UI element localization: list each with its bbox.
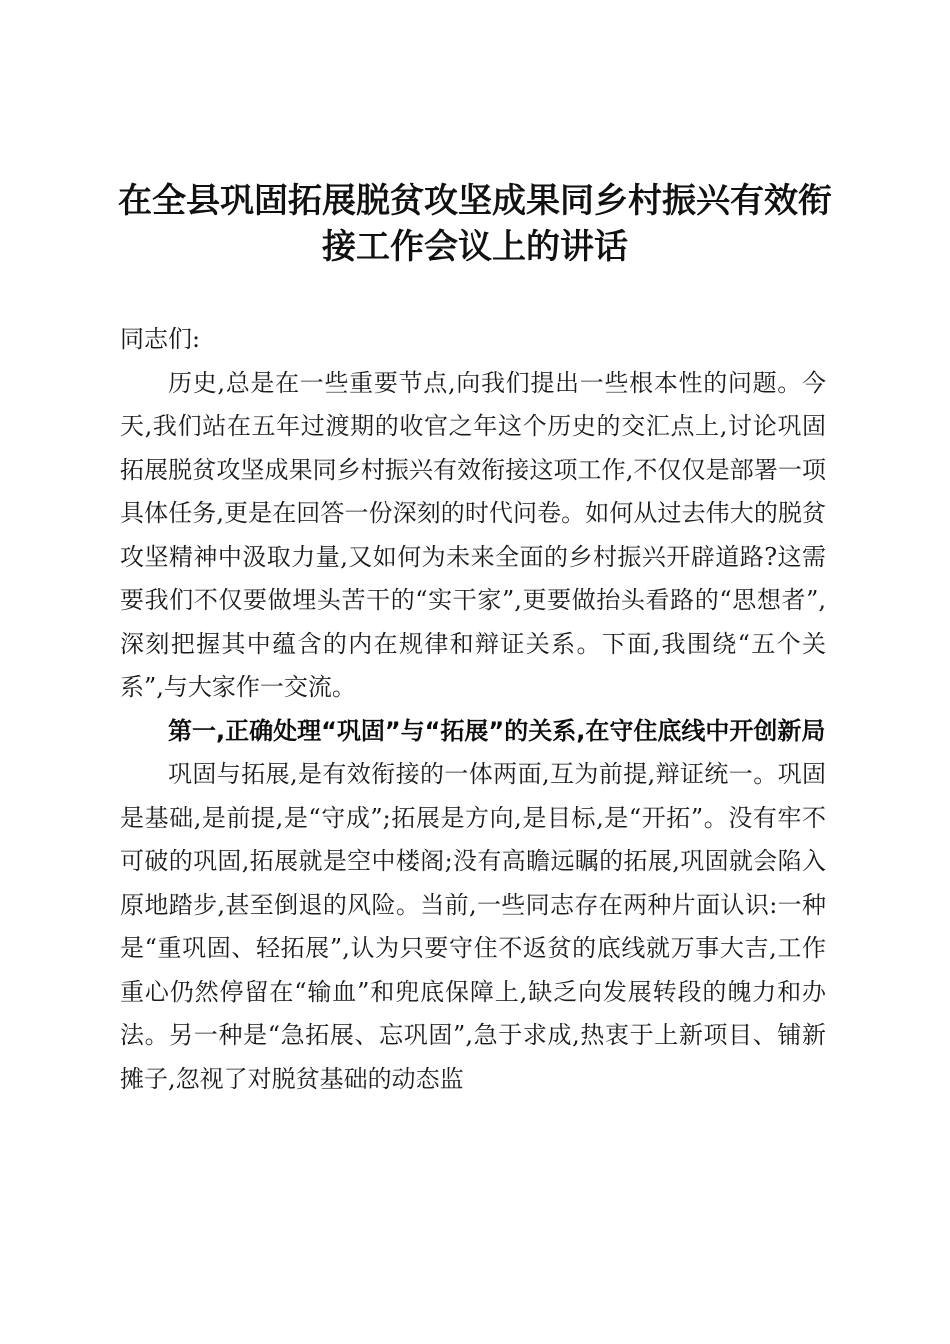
document-body bbox=[120, 318, 826, 1101]
document-title: 在全县巩固拓展脱贫攻坚成果同乡村振兴有效衔接工作会议上的讲话 bbox=[118, 181, 832, 267]
salutation: 同志们: bbox=[120, 325, 201, 353]
section-paragraph: 巩固与拓展,是有效衔接的一体两面,互为前提,辩证统一。巩固是基础,是前提,是“守成”;拓展是方向,是目标,是“开拓”。没有牢不可破的巩固,拓展就是空中楼阁;没有高瞻远瞩的拓展,巩固就会陷入原地踏步,甚至倒退的风险。当前,一些同志存在两种片面认识:一种是“重巩固、轻拓展”,认为只要守住不返贫的底线就万事大吉,工作重心仍然停留在“输血”和兜底保障上,缺乏向发展转段的魄力和办法。另一种是“急拓展、忘巩固”,急于求成,热衷于上新项目、铺新摊子,忽视了对脱贫基础的动态监 bbox=[120, 760, 826, 1093]
section-heading: 第一,正确处理“巩固”与“拓展”的关系,在守住底线中开创新局 bbox=[168, 716, 826, 745]
intro-paragraph: 历史,总是在一些重要节点,向我们提出一些根本性的问题。今天,我们站在五年过渡期的收官之年这个历史的交汇点上,讨论巩固拓展脱贫攻坚成果同乡村振兴有效衔接这项工作,不仅仅是部署一项具体任务,更是在回答一份深刻的时代问卷。如何从过去伟大的脱贫攻坚精神中汲取力量,又如何为未来全面的乡村振兴开辟道路?这需要我们不仅要做埋头苦干的“实干家”,更要做抬头看路的“思想者”,深刻把握其中蕴含的内在规律和辩证关系。下面,我围绕“五个关系”,与大家作一交流。 bbox=[120, 368, 826, 701]
